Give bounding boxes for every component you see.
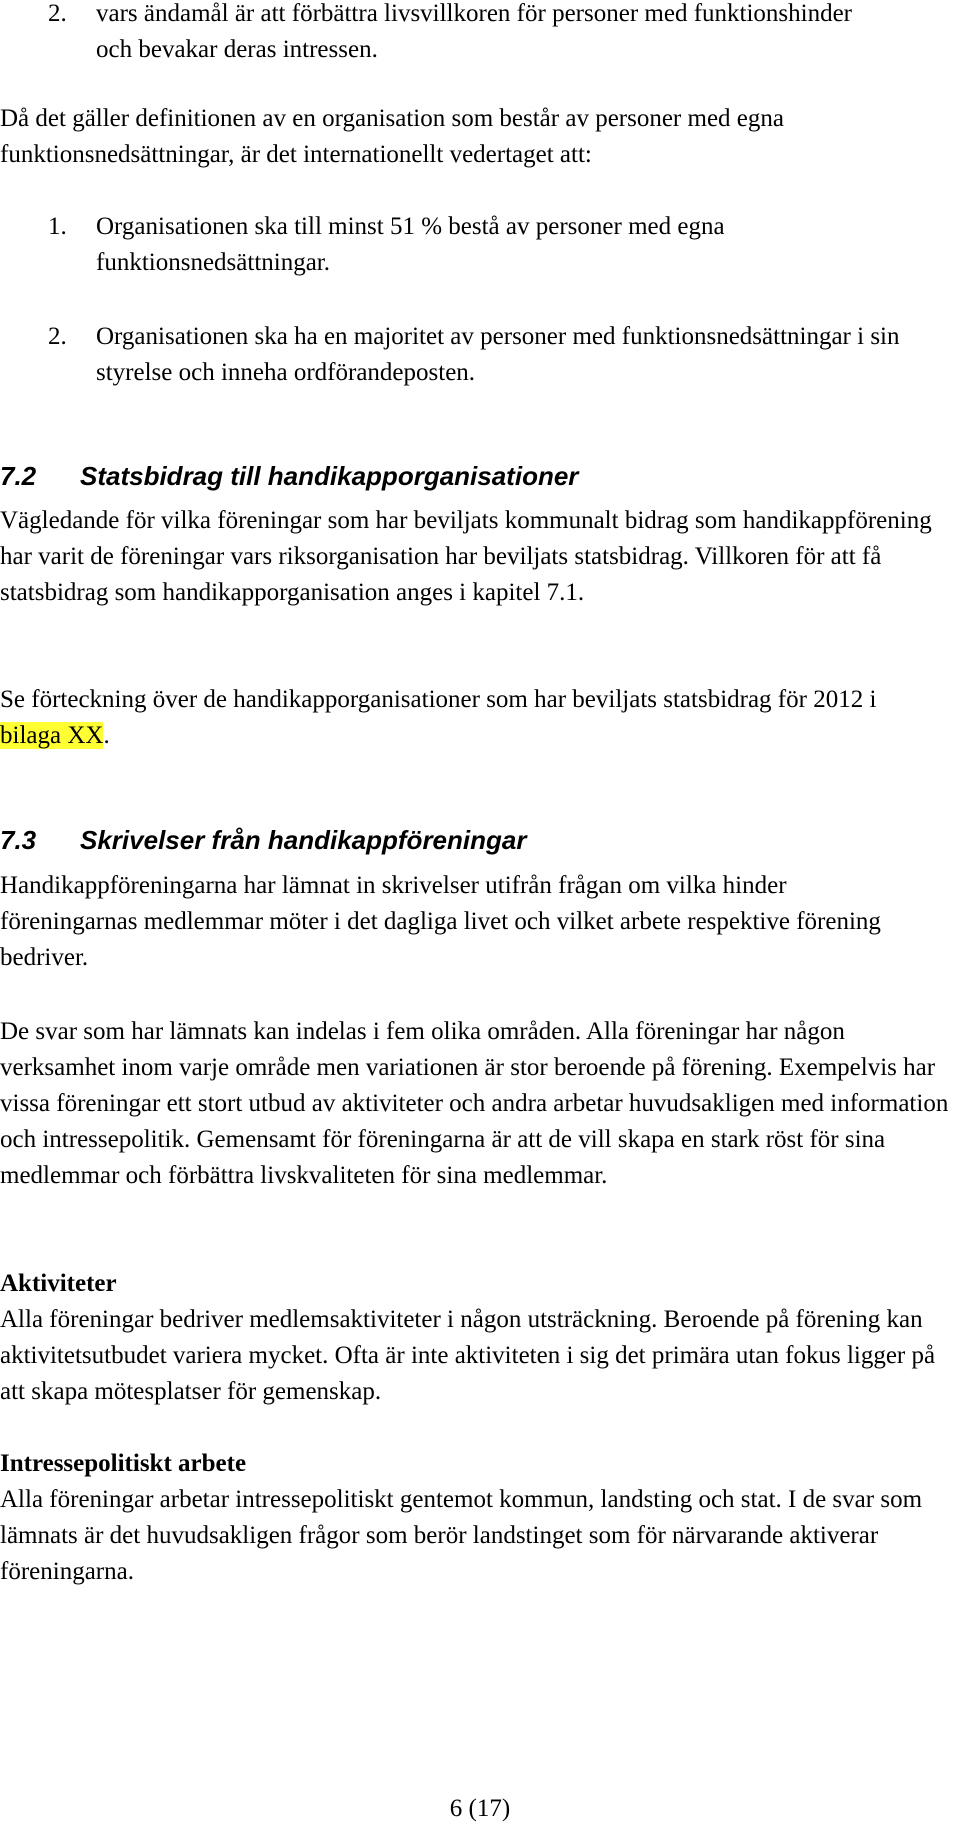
intro-paragraph: Då det gäller definitionen av en organisation som består av personer med egna funktionsnedsättningar, är det internationellt vedertaget att: — [0, 105, 784, 168]
subsection-paragraph: Alla föreningar arbetar intressepolitiskt gentemot kommun, landsting och stat. I de svar som lämnats är det huvudsakligen frågor som berör landstinget som för närvarande aktiverar föreningarna. — [0, 1486, 923, 1585]
section-heading — [0, 458, 578, 494]
section-title: Statsbidrag till handikapporganisationer — [80, 461, 579, 491]
criteria-number: 1. — [48, 213, 67, 240]
criteria-number: 2. — [48, 323, 67, 350]
page-number: 6 (17) — [449, 1795, 511, 1822]
criteria-text: Organisationen ska till minst 51 % bestå av personer med egna funktionsnedsättningar. — [96, 213, 725, 276]
section-paragraph: Vägledande för vilka föreningar som har beviljats kommunalt bidrag som handikappförening har varit de föreningar vars riksorganisation har beviljats statsbidrag. Villkoren för att få statsbidrag som handikapporganisation anges i kapitel 7.1. — [0, 507, 932, 606]
highlighted-reference: bilaga XX — [0, 722, 104, 749]
section-paragraph: De svar som har lämnats kan indelas i fem olika områden. Alla föreningar har någon verksamhet inom varje område men variationen är stor beroende på förening. Exempelvis har vissa föreningar ett stort utbud av aktiviteter och andra arbetar huvudsakligen med information och intressepolitik. Gemensamt för föreningarna är att de vill skapa en stark röst för sina medlemmar och förbättra livskvaliteten för sina medlemmar. — [0, 1018, 949, 1189]
top-list-item — [0, 0, 950, 68]
subheading: Aktiviteter — [0, 1270, 117, 1297]
criteria-item-2 — [0, 319, 950, 391]
subsection-paragraph: Alla föreningar bedriver medlemsaktiviteter i någon utsträckning. Beroende på förening kan aktivitetsutbudet variera mycket. Ofta är inte aktiviteten i sig det primära utan fokus ligger på att skapa mötesplatser för gemenskap. — [0, 1306, 936, 1405]
section-title: Skrivelser från handikappföreningar — [80, 825, 527, 855]
paragraph-text: Se förteckning över de handikapporganisationer som har beviljats statsbidrag för 2012 i — [0, 686, 877, 713]
section-number: 7.3 — [0, 825, 37, 855]
paragraph-text: . — [103, 722, 110, 749]
section-number: 7.2 — [0, 461, 37, 491]
criteria-item-1 — [0, 209, 950, 281]
subheading: Intressepolitiskt arbete — [0, 1450, 247, 1477]
section-paragraph — [0, 682, 890, 754]
criteria-text: Organisationen ska ha en majoritet av personer med funktionsnedsättningar i sin styrelse och inneha ordförandeposten. — [96, 323, 900, 386]
section-heading — [0, 822, 526, 858]
list-item-text: vars ändamål är att förbättra livsvillkoren för personer med funktionshinder och bevakar deras intressen. — [96, 0, 853, 63]
list-number: 2. — [48, 0, 67, 27]
section-paragraph: Handikappföreningarna har lämnat in skrivelser utifrån frågan om vilka hinder föreningarnas medlemmar möter i det dagliga livet och vilket arbete respektive förening bedriver. — [0, 872, 881, 971]
